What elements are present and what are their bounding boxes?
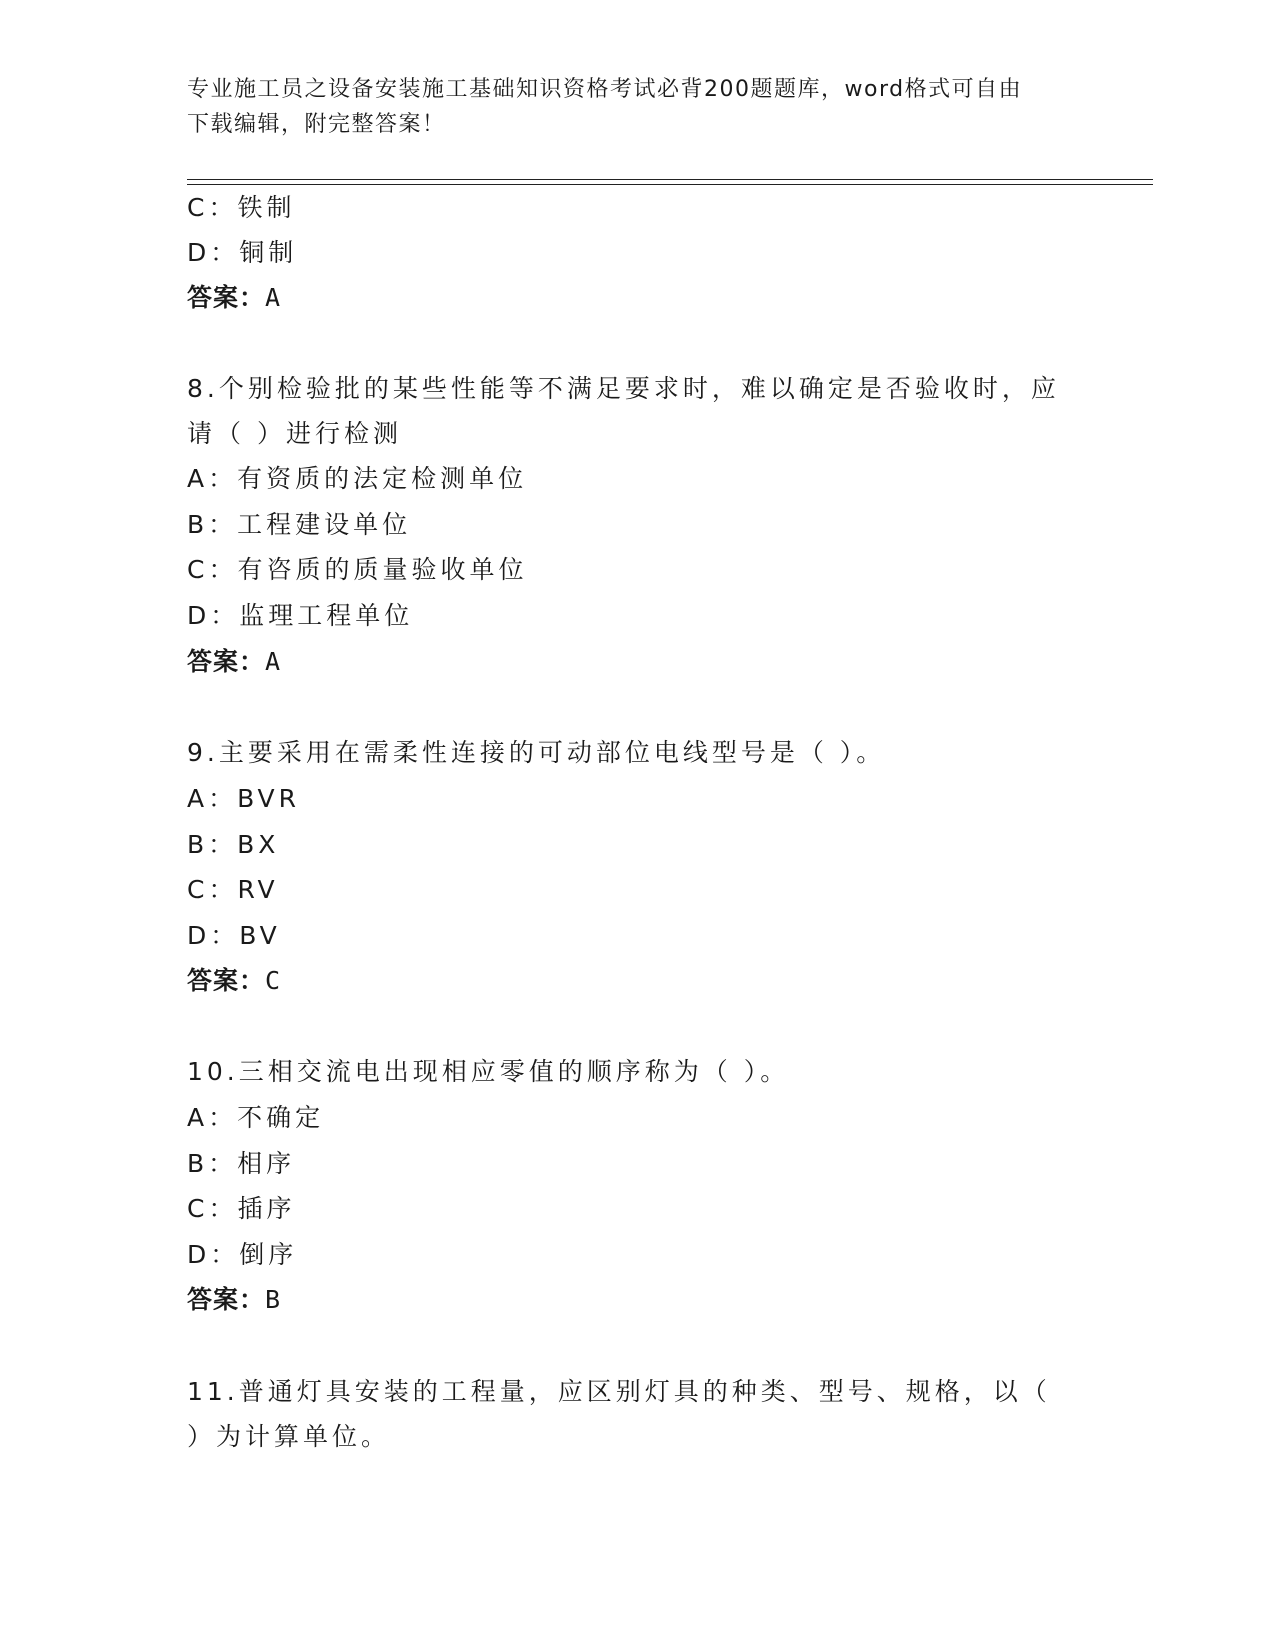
answer-label: 答案：: [187, 283, 266, 312]
answer-label: 答案：: [187, 966, 266, 995]
question-10-stem-line-1: 10.三相交流电出现相应零值的顺序称为（ ）。: [187, 1057, 790, 1086]
question-8-stem-line-1: 8.个别检验批的某些性能等不满足要求时，难以确定是否验收时，应: [187, 374, 1060, 403]
header-rule-top: [187, 179, 1153, 180]
question-8-option-c: C：有咨质的质量验收单位: [187, 555, 528, 584]
question-10-option-b: B：相序: [187, 1149, 296, 1178]
question-8-option-d: D：监理工程单位: [187, 601, 414, 630]
question-9-option-c: C：RV: [187, 875, 279, 904]
question-10-option-a: A：不确定: [187, 1103, 325, 1132]
question-10-option-d: D：倒序: [187, 1240, 298, 1269]
answer-value: A: [265, 647, 282, 676]
question-11-stem-line-1: 11.普通灯具安装的工程量，应区别灯具的种类、型号、规格，以（: [187, 1377, 1051, 1406]
question-8-option-a: A：有资质的法定检测单位: [187, 464, 528, 493]
header-line-1: 专业施工员之设备安装施工基础知识资格考试必背200题题库，word格式可自由: [187, 77, 1023, 102]
question-9-option-a: A：BVR: [187, 784, 300, 813]
question-9-answer: [187, 958, 281, 1004]
question-8-option-b: B：工程建设单位: [187, 510, 412, 539]
answer-value: C: [265, 966, 282, 995]
partial-option-d: D：铜制: [187, 238, 298, 267]
question-10-answer: [187, 1277, 281, 1323]
partial-answer: [187, 275, 281, 321]
answer-label: 答案：: [187, 647, 266, 676]
header-line-2: 下载编辑，附完整答案！: [187, 112, 446, 137]
answer-value: B: [265, 1285, 282, 1314]
answer-label: 答案：: [187, 1285, 266, 1314]
question-9-stem-line-1: 9.主要采用在需柔性连接的可动部位电线型号是（ ）。: [187, 738, 886, 767]
document-header: [187, 72, 1087, 142]
question-10-option-c: C：插序: [187, 1194, 296, 1223]
question-9-option-b: B：BX: [187, 830, 280, 859]
question-8-stem-line-2: 请（ ）进行检测: [187, 419, 402, 448]
partial-option-c: C：铁制: [187, 193, 296, 222]
question-11-stem-line-2: ）为计算单位。: [187, 1422, 391, 1451]
answer-value: A: [265, 283, 282, 312]
question-9-option-d: D：BV: [187, 921, 281, 950]
question-8-answer: [187, 639, 281, 685]
header-rule-bottom: [187, 184, 1153, 185]
